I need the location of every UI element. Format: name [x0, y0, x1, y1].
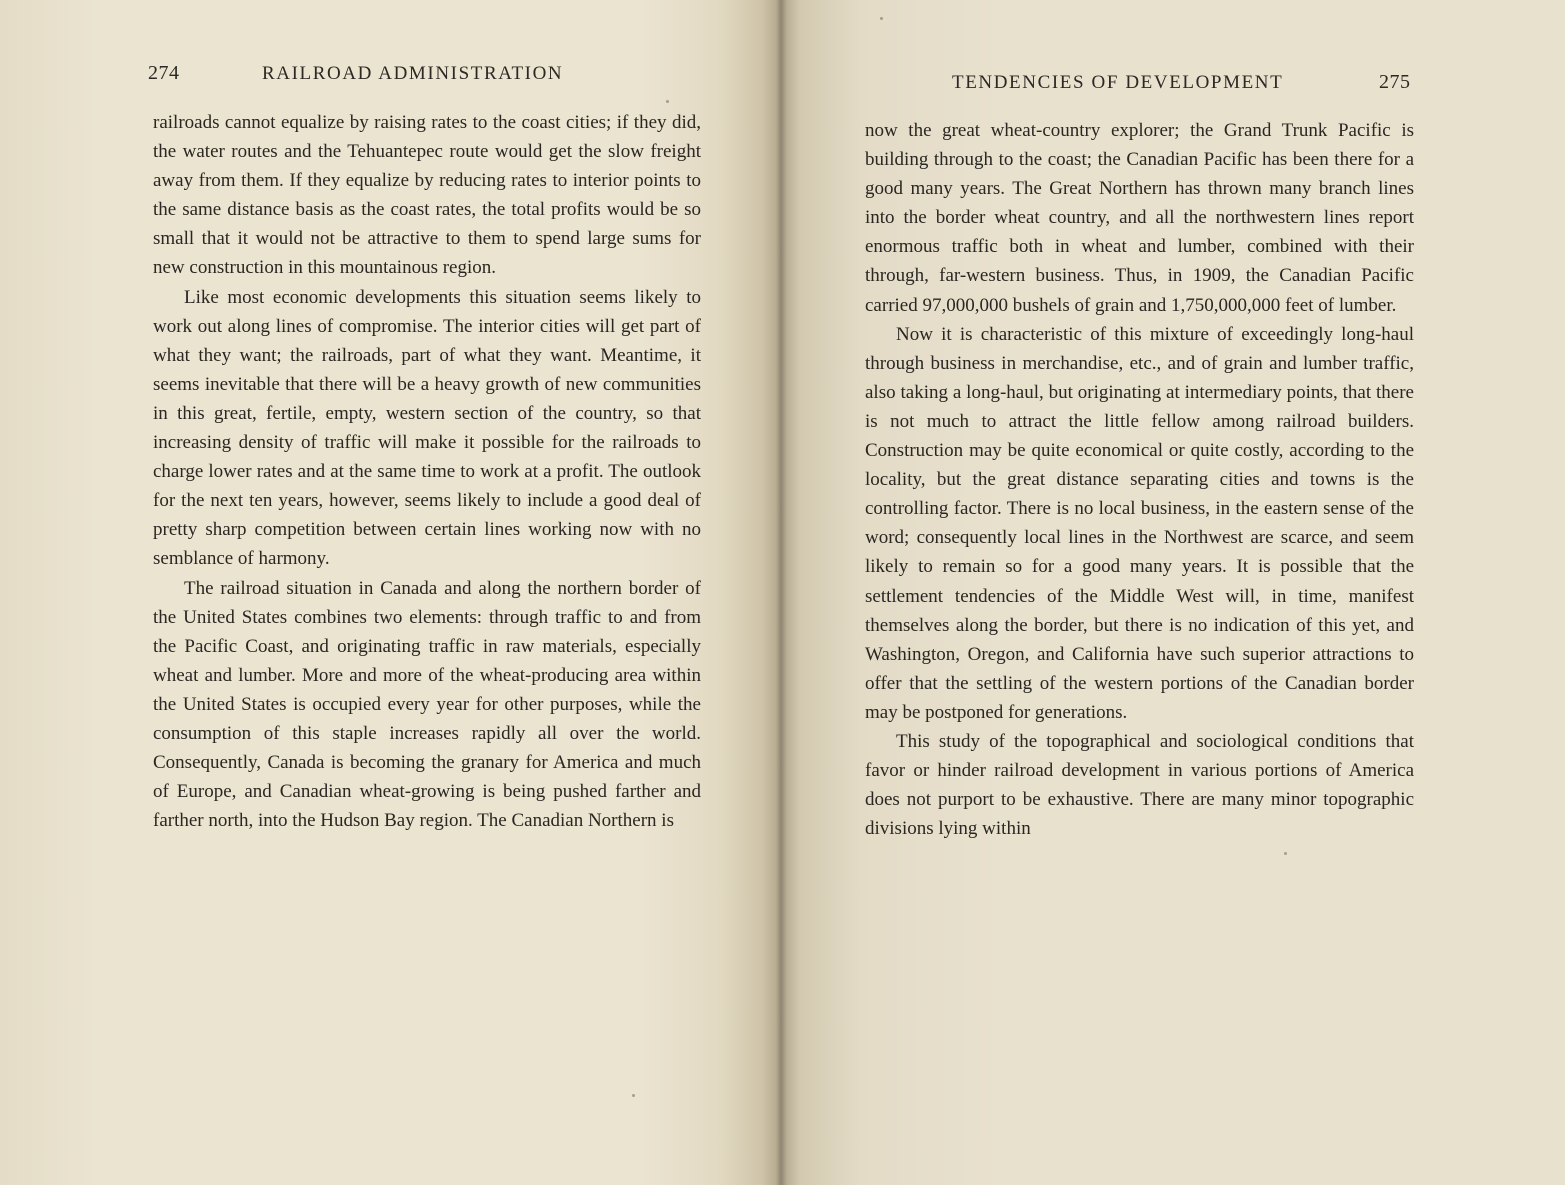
- body-text: [153, 108, 701, 835]
- right-page: [782, 0, 1565, 1185]
- left-page: [0, 0, 780, 1185]
- paper-speck: [666, 100, 669, 103]
- body-text: [865, 116, 1414, 843]
- running-head: RAILROAD ADMINISTRATION: [262, 63, 564, 84]
- paper-speck: [1284, 852, 1287, 855]
- paragraph: now the great wheat-country explorer; the Grand Trunk Pacific is building through to the coast; the Canadian Pacific has been there for a good many years. The Great Northern has thrown many branch lines into the border wheat country, and all the northwestern lines report enormous traffic both in wheat and lumber, combined with their through, far-western business. Thus, in 1909, the Canadian Pacific carried 97,000,000 bushels of grain and 1,750,000,000 feet of lumber.: [865, 120, 1414, 316]
- paragraph: Like most economic developments this situation seems likely to work out along lines of compromise. The interior cities will get part of what they want; the railroads, part of what they want. Meantime, it seems inevitable that there will be a heavy growth of new communities in this great, fertile, empty, western section of the country, so that increasing density of traffic will make it possible for the railroads to charge lower rates and at the same time to work at a profit. The outlook for the next ten years, however, seems likely to include a good deal of pretty sharp competition between certain lines working now with no semblance of harmony.: [153, 286, 701, 570]
- page-number: 274: [148, 62, 180, 84]
- paper-speck: [632, 1094, 635, 1097]
- paragraph: Now it is characteristic of this mixture of exceedingly long-haul through business in merchandise, etc., and of grain and lumber traffic, also taking a long-haul, but originating at intermediary points, that there is not much to attract the little fellow among railroad builders. Construction may be quite economical or quite costly, according to the locality, but the great distance separating cities and towns is the controlling factor. There is no local business, in the eastern sense of the word; consequently local lines in the Northwest are scarce, and seem likely to remain so for a good many years. It is possible that the settlement tendencies of the Middle West will, in time, manifest themselves along the border, but there is no indication of this yet, and Washington, Oregon, and California have such superior attractions to offer that the settling of the western portions of the Canadian border may be postponed for generations.: [865, 323, 1414, 723]
- paragraph: This study of the topographical and sociological conditions that favor or hinder railroad development in various portions of America does not purport to be exhaustive. There are many minor topographic divisions lying within: [865, 730, 1414, 840]
- page-number: 275: [1379, 71, 1411, 93]
- paragraph: railroads cannot equalize by raising rates to the coast cities; if they did, the water routes and the Tehuantepec route would get the slow freight away from them. If they equalize by reducing rates to interior points to the same distance basis as the coast rates, the total profits would be so small that it would not be attractive to them to spend large sums for new construction in this mountainous region.: [153, 112, 701, 279]
- paragraph: The railroad situation in Canada and along the northern border of the United States combines two elements: through traffic to and from the Pacific Coast, and originating traffic in raw materials, especially wheat and lumber. More and more of the wheat-producing area within the United States is occupied every year for other purposes, while the consumption of this staple increases rapidly all over the world. Consequently, Canada is becoming the granary for America and much of Europe, and Canadian wheat-growing is being pushed farther and farther north, into the Hudson Bay region. The Canadian Northern is: [153, 577, 701, 832]
- paper-speck: [880, 17, 883, 20]
- running-head: TENDENCIES OF DEVELOPMENT: [952, 72, 1284, 93]
